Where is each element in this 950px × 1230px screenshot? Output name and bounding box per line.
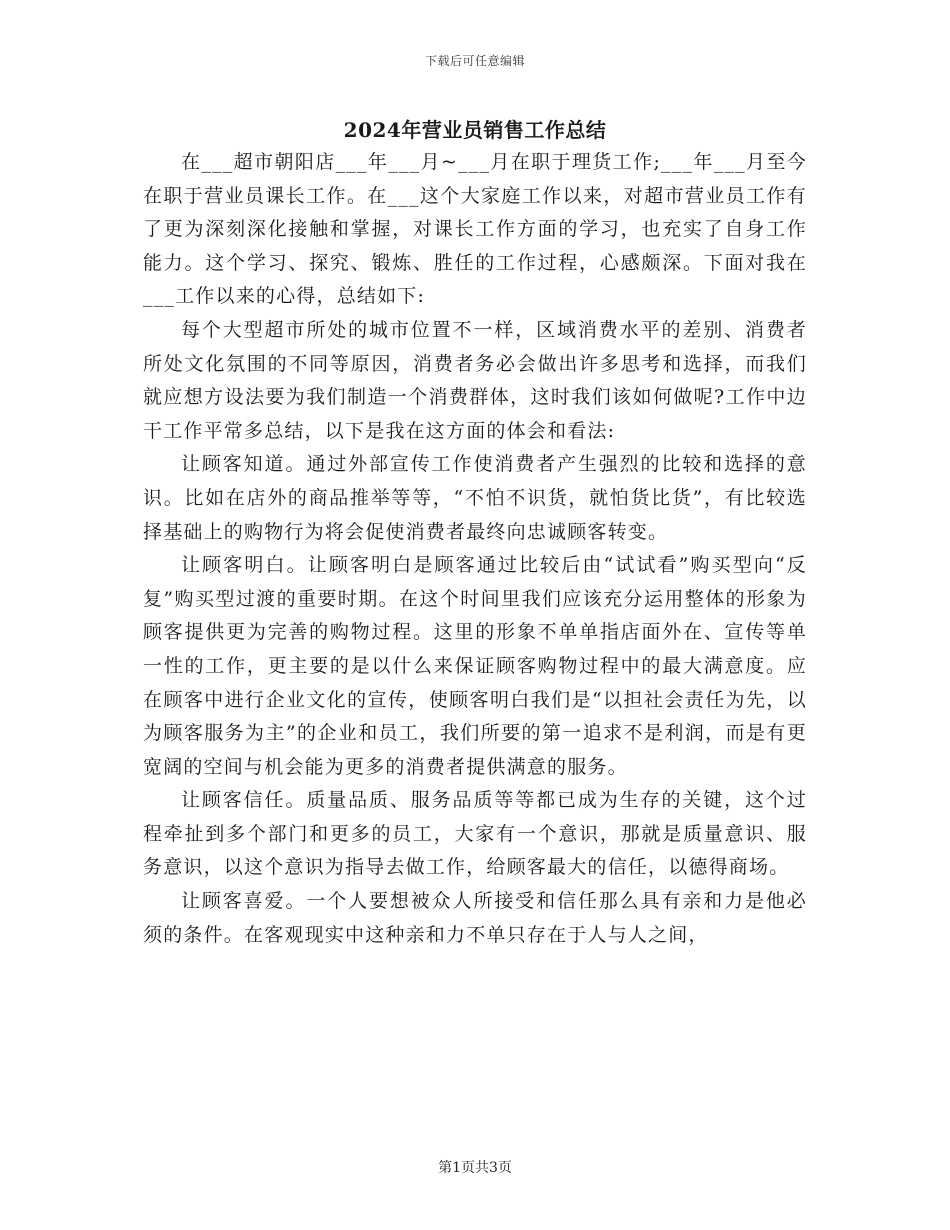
paragraph-trust: 让顾客信任。质量品质、服务品质等等都已成为生存的关键，这个过程牵扯到多个部门和更多的员工，大家有一个意识，那就是质量意识、服务意识，以这个意识为指导去做工作，给顾客最大的信任，以德得商场。 (143, 789, 807, 879)
paragraph-understand: 让顾客明白。让顾客明白是顾客通过比较后由“试试看”购买型向“反复”购买型过渡的重要时期。在这个时间里我们应该充分运用整体的形象为顾客提供更为完善的购物过程。这里的形象不单单指店面外在、宣传等单一性的工作，更主要的是以什么来保证顾客购物过程中的最大满意度。应在顾客中进行企业文化的宣传，使顾客明白我们是“以担社会责任为先，以为顾客服务为主”的企业和员工，我们所要的第一追求不是利润，而是有更宽阔的空间与机会能为更多的消费者提供满意的服务。 (143, 554, 807, 778)
page-footer: 第1页共3页 (438, 1160, 512, 1176)
header-note: 下载后可任意编辑 (424, 54, 525, 68)
paragraph-intro: 在___超市朝阳店___年___月~___月在职于理货工作;___年___月至今在职于营业员课长工作。在___这个大家庭工作以来，对超市营业员工作有了更为深刻深化接触和掌握，对课长工作方面的学习，也充实了自身工作能力。这个学习、探究、锻炼、胜任的工作过程，心感颇深。下面对我在___工作以来的心得，总结如下: (143, 151, 807, 308)
document-title: 2024年营业员销售工作总结 (343, 118, 607, 142)
paragraph-like: 让顾客喜爱。一个人要想被众人所接受和信任那么具有亲和力是他必须的条件。在客观现实中这种亲和力不单只存在于人与人之间， (143, 890, 807, 946)
paragraph-know: 让顾客知道。通过外部宣传工作使消费者产生强烈的比较和选择的意识。比如在店外的商品推举等等，“不怕不识货，就怕货比货”，有比较选择基础上的购物行为将会促使消费者最终向忠诚顾客转变。 (143, 453, 807, 543)
document-body (143, 146, 807, 952)
paragraph-context: 每个大型超市所处的城市位置不一样，区域消费水平的差别、消费者所处文化氛围的不同等原因，消费者务必会做出许多思考和选择，而我们就应想方设法要为我们制造一个消费群体，这时我们该如何做呢?工作中边干工作平常多总结，以下是我在这方面的体会和看法: (143, 318, 807, 442)
